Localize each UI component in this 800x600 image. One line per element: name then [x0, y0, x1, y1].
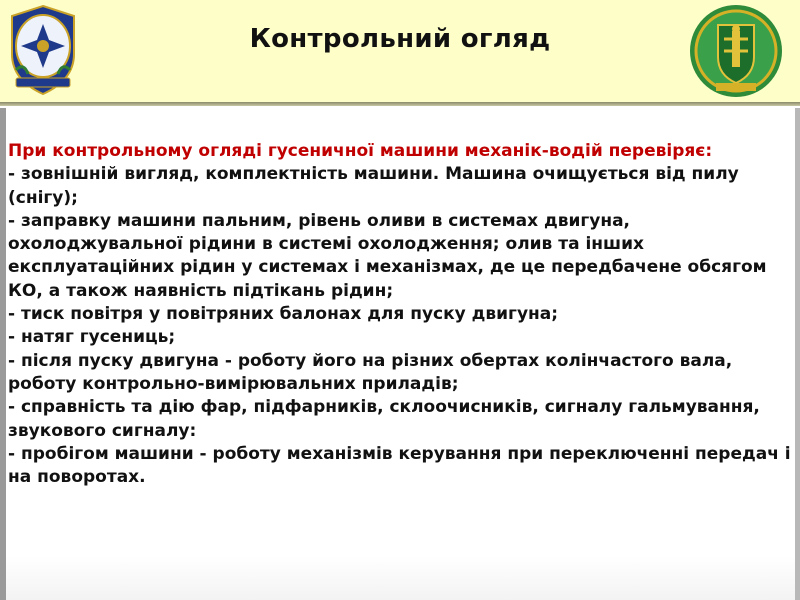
- right-side-bar: [795, 108, 800, 600]
- list-item: - тиск повітря у повітряних балонах для пуску двигуна;: [8, 304, 559, 325]
- list-item: - заправку машини пальним, рівень оливи в системах двигуна, охолоджувальної рідини в системі охолодження; олив та інших експлуатаційних рідин у системах і механізмах, де це передбачене обсягом КО, а також наявність підтікань рідин;: [8, 210, 767, 301]
- intro-text: При контрольному огляді гусеничної машини механік-водій перевіряє:: [8, 141, 713, 161]
- content-block: [8, 140, 794, 489]
- list-item: - зовнішній вигляд, комплектність машини. Машина очищується від пилу (снігу);: [8, 164, 739, 208]
- page-title: Контрольний огляд: [249, 24, 551, 54]
- list-item: - після пуску двигуна - роботу його на різних обертах колінчастого вала, роботу контрольно-вимірювальних приладів;: [8, 350, 733, 394]
- header-divider: [0, 102, 800, 106]
- left-side-bar: [0, 108, 6, 600]
- bottom-strip: [6, 556, 795, 600]
- list-item: - натяг гусениць;: [8, 327, 176, 348]
- list-item: - справність та дію фар, підфарників, склоочисників, сигналу гальмування, звукового сигналу:: [8, 397, 760, 441]
- list-item: - пробігом машини - роботу механізмів керування при переключенні передач і на поворотах.: [8, 443, 791, 488]
